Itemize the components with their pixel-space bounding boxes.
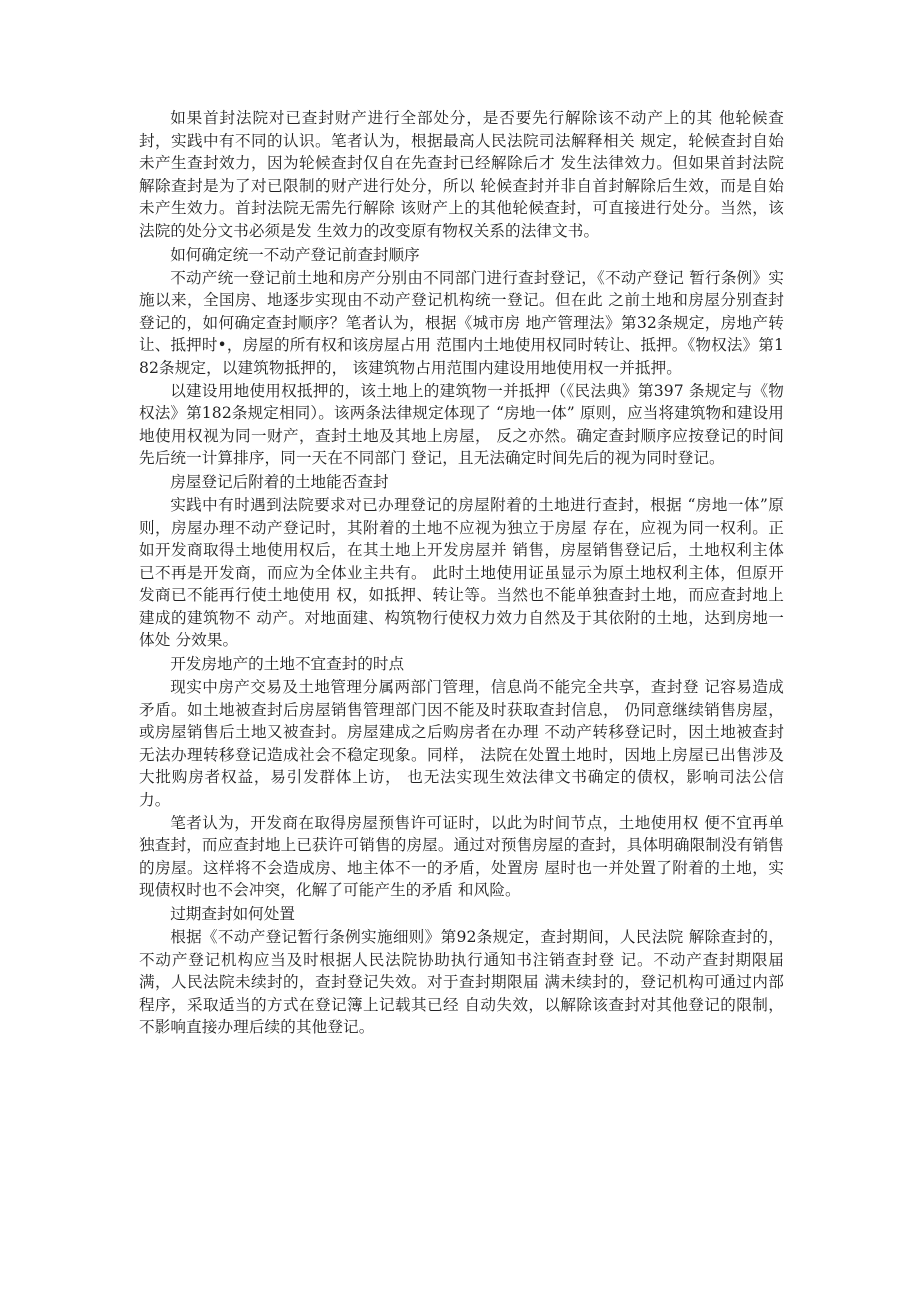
paragraph-seal-order-body: 不动产统一登记前土地和房产分别由不同部门进行查封登记，《不动产登记 暂行条例》实施以来，全国房、地逐步实现由不动产登记机构统一登记。但在此 之前土地和房屋分别查封登记的，如何确定查封顺序？笔者认为，根据《城市房 地产管理法》第32条规定，房地产转让、抵押时•，房屋的所有权和该房屋占用 范围内土地使用权同时转让、抵押。《物权法》第182条规定，以建筑物抵押的， 该建筑物占用范围内建设用地使用权一并抵押。 xyxy=(139,268,784,377)
paragraph-presale-permit: 笔者认为，开发商在取得房屋预售许可证时，以此为时间节点，土地使用权 便不宜再单独查封，而应查封地上已获许可销售的房屋。通过对预售房屋的查封，具体明确限制没有销售的房屋。这样将不会造成房、地主体不一的矛盾，处置房 屋时也一并处置了附着的土地，实现债权时也不会冲突，化解了可能产生的矛盾 和风险。 xyxy=(139,813,784,900)
paragraph-first-seal-disposal: 如果首封法院对已查封财产进行全部处分，是否要先行解除该不动产上的其 他轮候查封，实践中有不同的认识。笔者认为，根据最高人民法院司法解释相关 规定，轮候查封自始未产生查封效力，因为轮候查封仅自在先查封已经解除后才 发生法律效力。但如果首封法院解除查封是为了对已限制的财产进行处分，所以 轮候查封并非自首封解除后生效，而是自始未产生效力。首封法院无需先行解除 该财产上的其他轮候查封，可直接进行处分。当然，该法院的处分文书必须是发 生效力的改变原有物权关系的法律文书。 xyxy=(139,109,784,240)
section-heading-attached-land: 房屋登记后附着的土地能否查封 xyxy=(170,472,389,491)
paragraph-development-land-body: 现实中房产交易及土地管理分属两部门管理，信息尚不能完全共享，查封登 记容易造成矛盾。如土地被查封后房屋销售管理部门因不能及时获取查封信息， 仍同意继续销售房屋，或房屋销售后土地又被查封。房屋建成之后购房者在办理 不动产转移登记时，因土地被查封无法办理转移登记造成社会不稳定现象。同样， 法院在处置土地时，因地上房屋已出售涉及大批购房者权益，易引发群体上访， 也无法实现生效法律文书确定的债权，影响司法公信力。 xyxy=(139,678,784,810)
paragraph-land-building-unity: 以建设用地使用权抵押的，该土地上的建筑物一并抵押（《民法典》第397 条规定与《物权法》第182条规定相同）。该两条法律规定体现了 “房地一体” 原则，应当将建筑物和建设用地使用权视为同一财产，查封土地及其地上房屋， 反之亦然。确定查封顺序应按登记的时间先后统一计算排序，同一天在不同部门 登记，且无法确定时间先后的视为同时登记。 xyxy=(139,381,784,468)
document-page xyxy=(139,107,784,1039)
section-heading-seal-order: 如何确定统一不动产登记前查封顺序 xyxy=(170,245,420,264)
paragraph-expired-seal-body: 根据《不动产登记暂行条例实施细则》第92条规定，查封期间，人民法院 解除查封的，不动产登记机构应当及时根据人民法院协助执行通知书注销查封登 记。不动产查封期限届满，人民法院未续封的，查封登记失效。对于查封期限届 满未续封的，登记机构可通过内部程序，采取适当的方式在登记簿上记载其已经 自动失效，以解除该查封对其他登记的限制，不影响直接办理后续的其他登记。 xyxy=(139,928,784,1037)
section-heading-development-land: 开发房地产的土地不宜查封的时点 xyxy=(170,655,405,674)
paragraph-attached-land-body: 实践中有时遇到法院要求对已办理登记的房屋附着的土地进行查封，根据 “房地一体”原则，房屋办理不动产登记时，其附着的土地不应视为独立于房屋 存在，应视为同一权利。正如开发商取得土地使用权后，在其土地上开发房屋并 销售，房屋销售登记后，土地权利主体已不再是开发商，而应为全体业主共有。 此时土地使用证虽显示为原土地权利主体，但原开发商已不能再行使土地使用 权，如抵押、转让等。当然也不能单独查封土地，而应查封地上建成的建筑物不 动产。对地面建、构筑物行使权力效力自然及于其依附的土地，达到房地一体处 分效果。 xyxy=(139,495,784,650)
section-heading-expired-seal: 过期查封如何处置 xyxy=(170,905,295,923)
